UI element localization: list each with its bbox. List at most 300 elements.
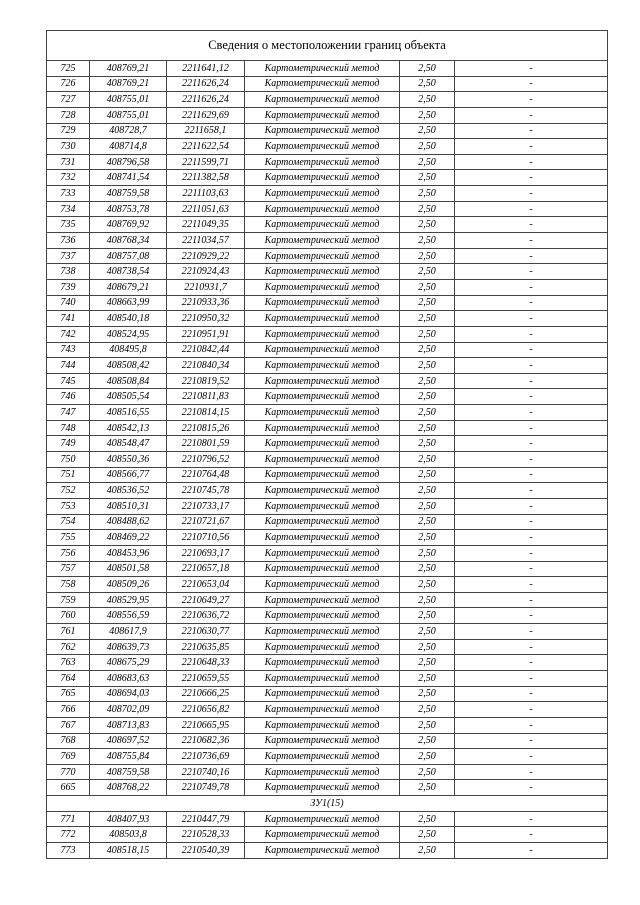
note-cell: - (455, 545, 608, 561)
table-row (47, 545, 608, 561)
coord-x-cell: 408509,26 (90, 577, 167, 593)
accuracy-cell: 2,50 (400, 624, 455, 640)
note-cell: - (455, 92, 608, 108)
point-number-cell: 738 (47, 264, 90, 280)
point-number-cell: 768 (47, 733, 90, 749)
method-cell: Картометрический метод (245, 373, 400, 389)
accuracy-cell: 2,50 (400, 514, 455, 530)
point-number-cell: 762 (47, 639, 90, 655)
note-cell: - (455, 780, 608, 796)
method-cell: Картометрический метод (245, 420, 400, 436)
coord-x-cell: 408702,09 (90, 702, 167, 718)
point-number-cell: 761 (47, 624, 90, 640)
accuracy-cell: 2,50 (400, 545, 455, 561)
accuracy-cell: 2,50 (400, 467, 455, 483)
point-number-cell: 729 (47, 123, 90, 139)
accuracy-cell: 2,50 (400, 655, 455, 671)
accuracy-cell: 2,50 (400, 201, 455, 217)
table-row (47, 467, 608, 483)
coord-y-cell: 2211103,63 (167, 186, 245, 202)
accuracy-cell: 2,50 (400, 592, 455, 608)
accuracy-cell: 2,50 (400, 186, 455, 202)
table-row (47, 217, 608, 233)
table-row (47, 827, 608, 843)
note-cell: - (455, 76, 608, 92)
point-number-cell: 728 (47, 107, 90, 123)
note-cell: - (455, 764, 608, 780)
point-number-cell: 771 (47, 811, 90, 827)
accuracy-cell: 2,50 (400, 373, 455, 389)
method-cell: Картометрический метод (245, 717, 400, 733)
table-row (47, 139, 608, 155)
method-cell: Картометрический метод (245, 389, 400, 405)
note-cell: - (455, 405, 608, 421)
coord-x-cell: 408501,58 (90, 561, 167, 577)
note-cell: - (455, 342, 608, 358)
coord-y-cell: 2210951,91 (167, 326, 245, 342)
coord-x-cell: 408407,93 (90, 811, 167, 827)
coord-y-cell: 2210924,43 (167, 264, 245, 280)
accuracy-cell: 2,50 (400, 248, 455, 264)
table-row (47, 608, 608, 624)
accuracy-cell: 2,50 (400, 764, 455, 780)
note-cell: - (455, 295, 608, 311)
accuracy-cell: 2,50 (400, 639, 455, 655)
note-cell: - (455, 624, 608, 640)
coord-x-cell: 408488,62 (90, 514, 167, 530)
coord-y-cell: 2211658,1 (167, 123, 245, 139)
accuracy-cell: 2,50 (400, 608, 455, 624)
point-number-cell: 754 (47, 514, 90, 530)
coord-x-cell: 408769,21 (90, 61, 167, 77)
note-cell: - (455, 311, 608, 327)
table-row (47, 733, 608, 749)
coord-y-cell: 2210657,18 (167, 561, 245, 577)
point-number-cell: 746 (47, 389, 90, 405)
table-row (47, 233, 608, 249)
accuracy-cell: 2,50 (400, 827, 455, 843)
coord-y-cell: 2211382,58 (167, 170, 245, 186)
table-row (47, 670, 608, 686)
coord-y-cell: 2210745,78 (167, 483, 245, 499)
table-row (47, 780, 608, 796)
note-cell: - (455, 686, 608, 702)
point-number-cell: 731 (47, 154, 90, 170)
coord-y-cell: 2211626,24 (167, 76, 245, 92)
table-row (47, 248, 608, 264)
coord-x-cell: 408759,58 (90, 186, 167, 202)
section-label: ЗУ1(15) (47, 796, 608, 812)
method-cell: Картометрический метод (245, 139, 400, 155)
method-cell: Картометрический метод (245, 530, 400, 546)
coord-x-cell: 408738,54 (90, 264, 167, 280)
note-cell: - (455, 827, 608, 843)
note-cell: - (455, 248, 608, 264)
coord-x-cell: 408755,01 (90, 107, 167, 123)
table-row (47, 561, 608, 577)
point-number-cell: 744 (47, 358, 90, 374)
table-row (47, 373, 608, 389)
table-row (47, 76, 608, 92)
table-row (47, 686, 608, 702)
method-cell: Картометрический метод (245, 201, 400, 217)
coord-x-cell: 408768,34 (90, 233, 167, 249)
method-cell: Картометрический метод (245, 467, 400, 483)
accuracy-cell: 2,50 (400, 123, 455, 139)
table-row (47, 123, 608, 139)
coord-x-cell: 408639,73 (90, 639, 167, 655)
table-row (47, 592, 608, 608)
table-row (47, 92, 608, 108)
note-cell: - (455, 467, 608, 483)
accuracy-cell: 2,50 (400, 749, 455, 765)
table-row (47, 61, 608, 77)
method-cell: Картометрический метод (245, 76, 400, 92)
note-cell: - (455, 655, 608, 671)
table-row (47, 311, 608, 327)
coord-y-cell: 2211051,63 (167, 201, 245, 217)
note-cell: - (455, 702, 608, 718)
table-row (47, 154, 608, 170)
coord-x-cell: 408540,18 (90, 311, 167, 327)
coord-x-cell: 408566,77 (90, 467, 167, 483)
table-row (47, 358, 608, 374)
method-cell: Картометрический метод (245, 811, 400, 827)
method-cell: Картометрический метод (245, 561, 400, 577)
point-number-cell: 739 (47, 279, 90, 295)
accuracy-cell: 2,50 (400, 311, 455, 327)
accuracy-cell: 2,50 (400, 107, 455, 123)
point-number-cell: 756 (47, 545, 90, 561)
accuracy-cell: 2,50 (400, 295, 455, 311)
note-cell: - (455, 483, 608, 499)
note-cell: - (455, 154, 608, 170)
coord-y-cell: 2210721,67 (167, 514, 245, 530)
method-cell: Картометрический метод (245, 608, 400, 624)
note-cell: - (455, 420, 608, 436)
coord-y-cell: 2211622,54 (167, 139, 245, 155)
coord-y-cell: 2210635,85 (167, 639, 245, 655)
coord-y-cell: 2210447,79 (167, 811, 245, 827)
note-cell: - (455, 264, 608, 280)
note-cell: - (455, 201, 608, 217)
coord-y-cell: 2210666,25 (167, 686, 245, 702)
coord-x-cell: 408769,21 (90, 76, 167, 92)
note-cell: - (455, 436, 608, 452)
coord-x-cell: 408550,36 (90, 452, 167, 468)
coord-y-cell: 2210811,83 (167, 389, 245, 405)
accuracy-cell: 2,50 (400, 154, 455, 170)
coord-x-cell: 408524,95 (90, 326, 167, 342)
note-cell: - (455, 749, 608, 765)
note-cell: - (455, 608, 608, 624)
point-number-cell: 770 (47, 764, 90, 780)
point-number-cell: 758 (47, 577, 90, 593)
accuracy-cell: 2,50 (400, 483, 455, 499)
table-row (47, 405, 608, 421)
note-cell: - (455, 170, 608, 186)
accuracy-cell: 2,50 (400, 170, 455, 186)
note-cell: - (455, 530, 608, 546)
method-cell: Картометрический метод (245, 639, 400, 655)
coord-x-cell: 408617,9 (90, 624, 167, 640)
note-cell: - (455, 326, 608, 342)
coord-y-cell: 2210764,48 (167, 467, 245, 483)
method-cell: Картометрический метод (245, 764, 400, 780)
method-cell: Картометрический метод (245, 686, 400, 702)
table-row (47, 201, 608, 217)
coord-x-cell: 408714,8 (90, 139, 167, 155)
coord-x-cell: 408548,47 (90, 436, 167, 452)
point-number-cell: 755 (47, 530, 90, 546)
table-row (47, 514, 608, 530)
accuracy-cell: 2,50 (400, 233, 455, 249)
point-number-cell: 732 (47, 170, 90, 186)
coord-x-cell: 408505,54 (90, 389, 167, 405)
coord-y-cell: 2211049,35 (167, 217, 245, 233)
coord-x-cell: 408663,99 (90, 295, 167, 311)
method-cell: Картометрический метод (245, 233, 400, 249)
method-cell: Картометрический метод (245, 107, 400, 123)
table-row (47, 483, 608, 499)
method-cell: Картометрический метод (245, 92, 400, 108)
method-cell: Картометрический метод (245, 670, 400, 686)
table-row (47, 107, 608, 123)
coord-x-cell: 408755,84 (90, 749, 167, 765)
method-cell: Картометрический метод (245, 624, 400, 640)
coord-x-cell: 408453,96 (90, 545, 167, 561)
coord-x-cell: 408741,54 (90, 170, 167, 186)
accuracy-cell: 2,50 (400, 530, 455, 546)
accuracy-cell: 2,50 (400, 420, 455, 436)
point-number-cell: 730 (47, 139, 90, 155)
coord-x-cell: 408529,95 (90, 592, 167, 608)
boundary-table (46, 30, 608, 859)
note-cell: - (455, 373, 608, 389)
point-number-cell: 766 (47, 702, 90, 718)
accuracy-cell: 2,50 (400, 452, 455, 468)
coord-x-cell: 408508,42 (90, 358, 167, 374)
note-cell: - (455, 358, 608, 374)
point-number-cell: 745 (47, 373, 90, 389)
table-row (47, 170, 608, 186)
method-cell: Картометрический метод (245, 655, 400, 671)
method-cell: Картометрический метод (245, 483, 400, 499)
note-cell: - (455, 843, 608, 859)
coord-x-cell: 408713,83 (90, 717, 167, 733)
method-cell: Картометрический метод (245, 436, 400, 452)
table-row (47, 530, 608, 546)
table-title: Сведения о местоположении границ объекта (47, 31, 608, 61)
coord-x-cell: 408536,52 (90, 483, 167, 499)
point-number-cell: 751 (47, 467, 90, 483)
accuracy-cell: 2,50 (400, 780, 455, 796)
note-cell: - (455, 498, 608, 514)
coord-y-cell: 2210659,55 (167, 670, 245, 686)
note-cell: - (455, 389, 608, 405)
method-cell: Картометрический метод (245, 498, 400, 514)
method-cell: Картометрический метод (245, 545, 400, 561)
point-number-cell: 773 (47, 843, 90, 859)
table-row (47, 498, 608, 514)
point-number-cell: 759 (47, 592, 90, 608)
method-cell: Картометрический метод (245, 843, 400, 859)
accuracy-cell: 2,50 (400, 342, 455, 358)
coord-x-cell: 408675,29 (90, 655, 167, 671)
method-cell: Картометрический метод (245, 358, 400, 374)
point-number-cell: 760 (47, 608, 90, 624)
coord-x-cell: 408495,8 (90, 342, 167, 358)
note-cell: - (455, 233, 608, 249)
point-number-cell: 764 (47, 670, 90, 686)
coord-x-cell: 408510,31 (90, 498, 167, 514)
accuracy-cell: 2,50 (400, 217, 455, 233)
method-cell: Картометрический метод (245, 123, 400, 139)
coord-y-cell: 2210931,7 (167, 279, 245, 295)
table-row (47, 295, 608, 311)
accuracy-cell: 2,50 (400, 686, 455, 702)
method-cell: Картометрический метод (245, 264, 400, 280)
coord-x-cell: 408697,52 (90, 733, 167, 749)
accuracy-cell: 2,50 (400, 264, 455, 280)
accuracy-cell: 2,50 (400, 61, 455, 77)
point-number-cell: 772 (47, 827, 90, 843)
method-cell: Картометрический метод (245, 61, 400, 77)
method-cell: Картометрический метод (245, 405, 400, 421)
coord-y-cell: 2211626,24 (167, 92, 245, 108)
accuracy-cell: 2,50 (400, 498, 455, 514)
coord-y-cell: 2210933,36 (167, 295, 245, 311)
coord-y-cell: 2210733,17 (167, 498, 245, 514)
coord-x-cell: 408759,58 (90, 764, 167, 780)
method-cell: Картометрический метод (245, 827, 400, 843)
note-cell: - (455, 61, 608, 77)
note-cell: - (455, 577, 608, 593)
coord-y-cell: 2210815,26 (167, 420, 245, 436)
point-number-cell: 750 (47, 452, 90, 468)
coord-y-cell: 2210648,33 (167, 655, 245, 671)
method-cell: Картометрический метод (245, 279, 400, 295)
coord-y-cell: 2210653,04 (167, 577, 245, 593)
coord-x-cell: 408469,22 (90, 530, 167, 546)
accuracy-cell: 2,50 (400, 670, 455, 686)
method-cell: Картометрический метод (245, 780, 400, 796)
table-row (47, 702, 608, 718)
coord-y-cell: 2210682,36 (167, 733, 245, 749)
method-cell: Картометрический метод (245, 186, 400, 202)
table-row (47, 389, 608, 405)
table-row (47, 264, 608, 280)
accuracy-cell: 2,50 (400, 577, 455, 593)
note-cell: - (455, 670, 608, 686)
point-number-cell: 752 (47, 483, 90, 499)
coord-y-cell: 2210528,33 (167, 827, 245, 843)
coord-x-cell: 408516,55 (90, 405, 167, 421)
coord-x-cell: 408683,63 (90, 670, 167, 686)
coord-x-cell: 408679,21 (90, 279, 167, 295)
coord-y-cell: 2210649,27 (167, 592, 245, 608)
coord-y-cell: 2211599,71 (167, 154, 245, 170)
table-row (47, 624, 608, 640)
point-number-cell: 727 (47, 92, 90, 108)
coord-y-cell: 2210842,44 (167, 342, 245, 358)
method-cell: Картометрический метод (245, 326, 400, 342)
note-cell: - (455, 123, 608, 139)
coord-x-cell: 408728,7 (90, 123, 167, 139)
point-number-cell: 748 (47, 420, 90, 436)
coord-y-cell: 2211641,12 (167, 61, 245, 77)
note-cell: - (455, 561, 608, 577)
accuracy-cell: 2,50 (400, 561, 455, 577)
method-cell: Картометрический метод (245, 217, 400, 233)
accuracy-cell: 2,50 (400, 733, 455, 749)
point-number-cell: 767 (47, 717, 90, 733)
point-number-cell: 734 (47, 201, 90, 217)
point-number-cell: 763 (47, 655, 90, 671)
method-cell: Картометрический метод (245, 170, 400, 186)
coord-y-cell: 2210740,16 (167, 764, 245, 780)
coord-x-cell: 408694,03 (90, 686, 167, 702)
method-cell: Картометрический метод (245, 248, 400, 264)
table-row (47, 639, 608, 655)
coord-y-cell: 2210630,77 (167, 624, 245, 640)
method-cell: Картометрический метод (245, 702, 400, 718)
accuracy-cell: 2,50 (400, 843, 455, 859)
point-number-cell: 747 (47, 405, 90, 421)
table-row (47, 577, 608, 593)
accuracy-cell: 2,50 (400, 326, 455, 342)
coord-y-cell: 2210814,15 (167, 405, 245, 421)
point-number-cell: 725 (47, 61, 90, 77)
accuracy-cell: 2,50 (400, 811, 455, 827)
method-cell: Картометрический метод (245, 592, 400, 608)
note-cell: - (455, 733, 608, 749)
note-cell: - (455, 811, 608, 827)
coord-y-cell: 2210749,78 (167, 780, 245, 796)
accuracy-cell: 2,50 (400, 92, 455, 108)
method-cell: Картометрический метод (245, 577, 400, 593)
coord-y-cell: 2210656,82 (167, 702, 245, 718)
note-cell: - (455, 107, 608, 123)
coord-x-cell: 408753,78 (90, 201, 167, 217)
coord-x-cell: 408769,92 (90, 217, 167, 233)
accuracy-cell: 2,50 (400, 702, 455, 718)
coord-y-cell: 2211034,57 (167, 233, 245, 249)
coord-y-cell: 2210801,59 (167, 436, 245, 452)
note-cell: - (455, 639, 608, 655)
method-cell: Картометрический метод (245, 154, 400, 170)
coord-y-cell: 2210819,52 (167, 373, 245, 389)
table-row (47, 843, 608, 859)
table-row (47, 811, 608, 827)
point-number-cell: 735 (47, 217, 90, 233)
table-row (47, 436, 608, 452)
accuracy-cell: 2,50 (400, 279, 455, 295)
accuracy-cell: 2,50 (400, 436, 455, 452)
point-number-cell: 733 (47, 186, 90, 202)
point-number-cell: 737 (47, 248, 90, 264)
point-number-cell: 742 (47, 326, 90, 342)
coord-y-cell: 2210929,22 (167, 248, 245, 264)
point-number-cell: 736 (47, 233, 90, 249)
note-cell: - (455, 139, 608, 155)
coord-y-cell: 2210796,52 (167, 452, 245, 468)
coord-x-cell: 408503,8 (90, 827, 167, 843)
coord-x-cell: 408796,58 (90, 154, 167, 170)
coord-y-cell: 2210665,95 (167, 717, 245, 733)
note-cell: - (455, 279, 608, 295)
accuracy-cell: 2,50 (400, 358, 455, 374)
